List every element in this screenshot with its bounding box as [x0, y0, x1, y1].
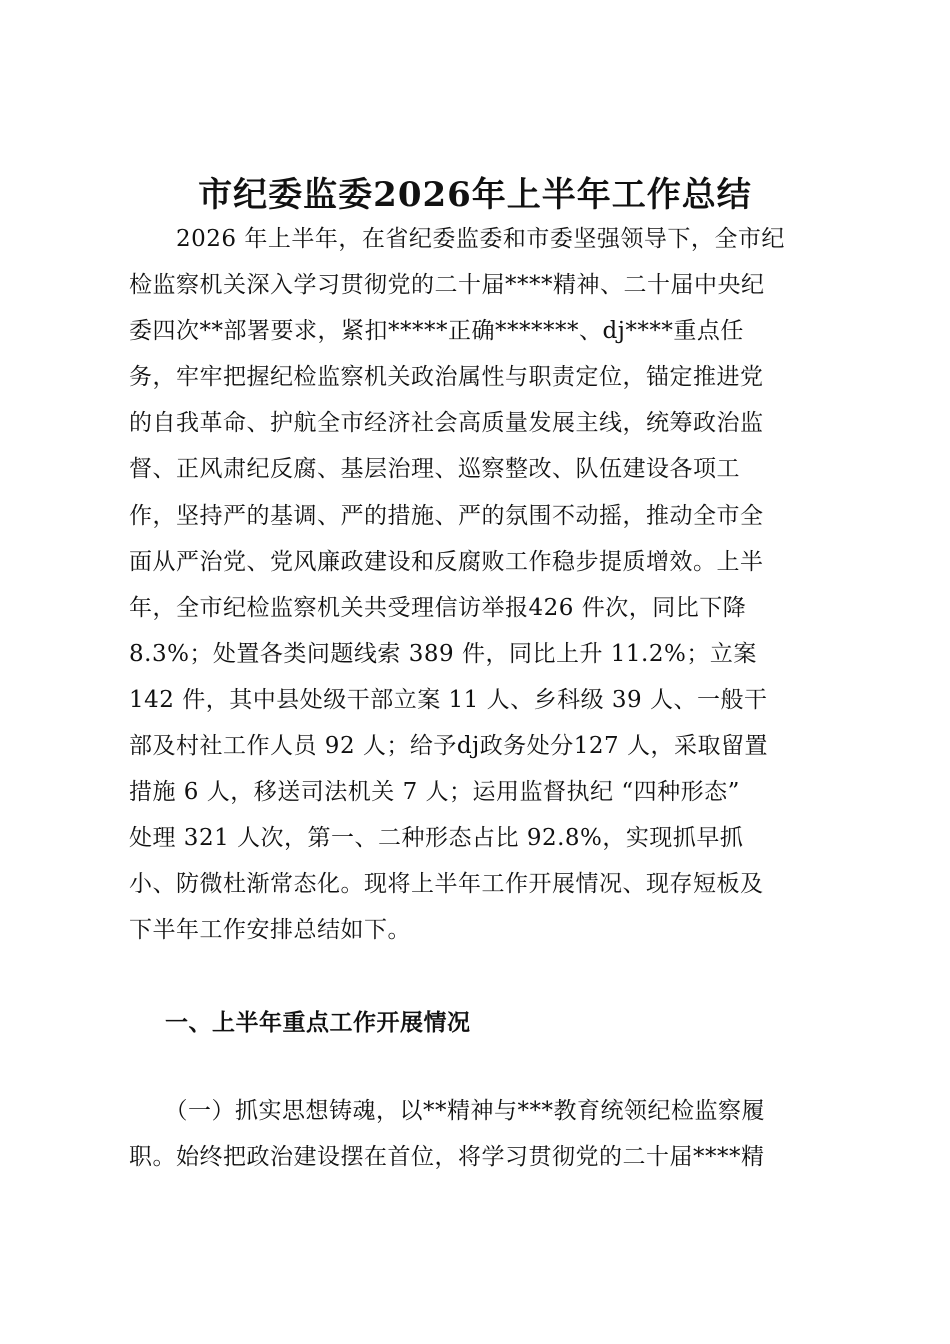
paragraph-line: 8.3%；处置各类问题线索 389 件，同比上升 11.2%；立案 [129, 640, 757, 667]
paragraph-line: 下半年工作安排总结如下。 [129, 917, 411, 944]
paragraph-line: 面从严治党、党风廉政建设和反腐败工作稳步提质增效。上半 [129, 548, 764, 575]
paragraph-line: 务，牢牢把握纪检监察机关政治属性与职责定位，锚定推进党 [129, 364, 764, 391]
paragraph-line: 督、正风肃纪反腐、基层治理、巡察整改、队伍建设各项工 [129, 456, 740, 483]
document-title: 市纪委监委2026年上半年工作总结 [198, 175, 752, 215]
intro-paragraph [129, 216, 829, 954]
paragraph-line: 年，全市纪检监察机关共受理信访举报426 件次，同比下降 [129, 594, 747, 621]
paragraph-line: 142 件，其中县处级干部立案 11 人、乡科级 39 人、一般干 [129, 686, 768, 713]
paragraph-line: 委四次**部署要求，紧扣*****正确*******、dj****重点任 [129, 318, 744, 345]
paragraph-line: 部及村社工作人员 92 人；给予dj政务处分127 人，采取留置 [129, 733, 768, 760]
paragraph-line: 小、防微杜渐常态化。现将上半年工作开展情况、现存短板及 [129, 871, 764, 898]
section-heading: 一、上半年重点工作开展情况 [165, 1009, 471, 1036]
paragraph-line: （一）抓实思想铸魂，以**精神与***教育统领纪检监察履 [129, 1098, 765, 1124]
paragraph-line: 作，坚持严的基调、严的措施、严的氛围不动摇，推动全市全 [129, 502, 764, 529]
paragraph-line: 2026 年上半年，在省纪委监委和市委坚强领导下，全市纪 [129, 226, 785, 252]
paragraph-line: 检监察机关深入学习贯彻党的二十届****精神、二十届中央纪 [129, 272, 765, 299]
paragraph-line: 处理 321 人次，第一、二种形态占比 92.8%，实现抓早抓 [129, 825, 744, 852]
paragraph-line: 措施 6 人，移送司法机关 7 人；运用监督执纪 “四种形态” [129, 779, 740, 806]
paragraph-line: 的自我革命、护航全市经济社会高质量发展主线，统筹政治监 [129, 410, 764, 437]
paragraph-line: 职。始终把政治建设摆在首位，将学习贯彻党的二十届****精 [129, 1144, 765, 1171]
section-paragraph [129, 1088, 829, 1180]
